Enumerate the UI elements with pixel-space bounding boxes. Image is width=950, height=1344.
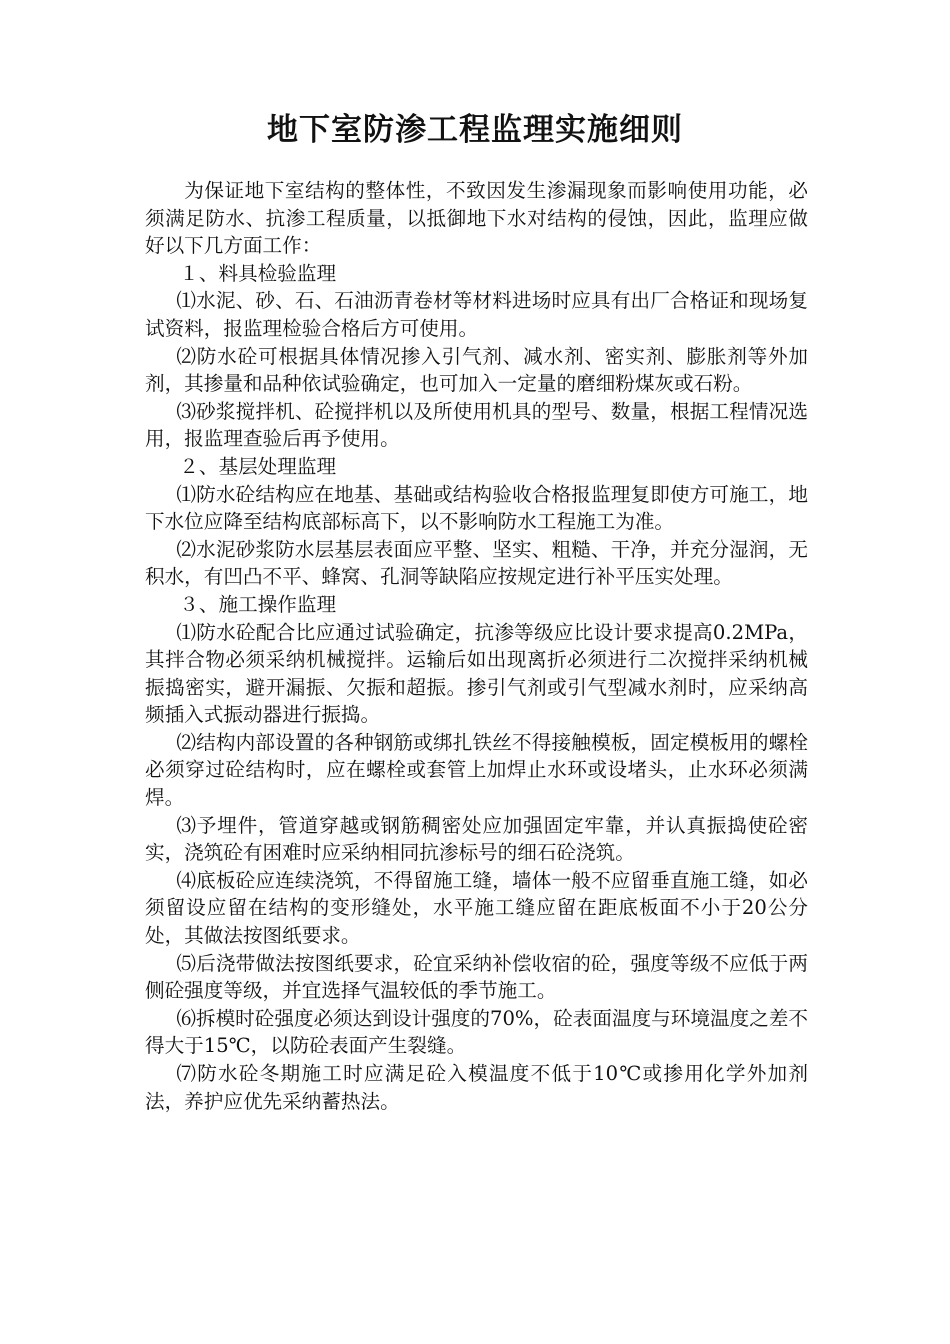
section-3-item-5: ⑸后浇带做法按图纸要求，砼宜采纳补偿收宿的砼，强度等级不应低于两侧砼强度等级，并宜选择气温较低的季节施工。: [145, 951, 808, 1003]
section-heading-3: ３、施工操作监理: [179, 592, 337, 616]
document-title: 地下室防渗工程监理实施细则: [267, 112, 683, 148]
section-1-item-2: ⑵防水砼可根据具体情况掺入引气剂、减水剂、密实剂、膨胀剂等外加剂，其掺量和品种依试验确定，也可加入一定量的磨细粉煤灰或石粉。: [145, 344, 808, 396]
section-3-item-7: ⑺防水砼冬期施工时应满足砼入模温度不低于10℃或掺用化学外加剂法，养护应优先采纳蓄热法。: [145, 1062, 808, 1113]
section-2-item-2: ⑵水泥砂浆防水层基层表面应平整、坚实、粗糙、干净，并充分湿润，无积水，有凹凸不平、蜂窝、孔洞等缺陷应按规定进行补平压实处理。: [145, 537, 808, 589]
section-3-item-3: ⑶予埋件，管道穿越或钢筋稠密处应加强固定牢靠，并认真振捣使砼密实，浇筑砼有困难时应采纳相同抗渗标号的细石砼浇筑。: [145, 813, 808, 865]
section-3-item-4: ⑷底板砼应连续浇筑，不得留施工缝，墙体一般不应留垂直施工缝，如必须留设应留在结构的变形缝处，水平施工缝应留在距底板面不小于20公分处，其做法按图纸要求。: [145, 868, 808, 948]
section-2-item-1: ⑴防水砼结构应在地基、基础或结构验收合格报监理复即使方可施工，地下水位应降至结构底部标高下，以不影响防水工程施工为准。: [145, 482, 808, 534]
section-1-item-3: ⑶砂浆搅拌机、砼搅拌机以及所使用机具的型号、数量，根据工程情况选用，报监理查验后再予使用。: [145, 399, 808, 451]
intro-paragraph: 为保证地下室结构的整体性，不致因发生渗漏现象而影响使用功能，必须满足防水、抗渗工程质量，以抵御地下水对结构的侵蚀，因此，监理应做好以下几方面工作：: [145, 179, 808, 258]
section-heading-1: １、料具检验监理: [179, 261, 337, 285]
section-heading-2: ２、基层处理监理: [179, 454, 337, 478]
document-body: [145, 177, 808, 1115]
section-3-item-6: ⑹拆模时砼强度必须达到设计强度的70%，砼表面温度与环境温度之差不得大于15℃，以防砼表面产生裂缝。: [145, 1006, 808, 1058]
section-1-item-1: ⑴水泥、砂、石、石油沥青卷材等材料进场时应具有出厂合格证和现场复试资料，报监理检验合格后方可使用。: [145, 289, 808, 340]
section-3-item-1: ⑴防水砼配合比应通过试验确定，抗渗等级应比设计要求提高0.2MPa，其拌合物必须采纳机械搅拌。运输后如出现离折必须进行二次搅拌采纳机械振捣密实，避开漏振、欠振和超振。掺引气剂或引气型减水剂时，应采纳高频插入式振动器进行振捣。: [145, 620, 808, 727]
section-3-item-2: ⑵结构内部设置的各种钢筋或绑扎铁丝不得接触模板，固定模板用的螺栓必须穿过砼结构时，应在螺栓或套管上加焊止水环或设堵头，止水环必须满焊。: [145, 730, 808, 810]
